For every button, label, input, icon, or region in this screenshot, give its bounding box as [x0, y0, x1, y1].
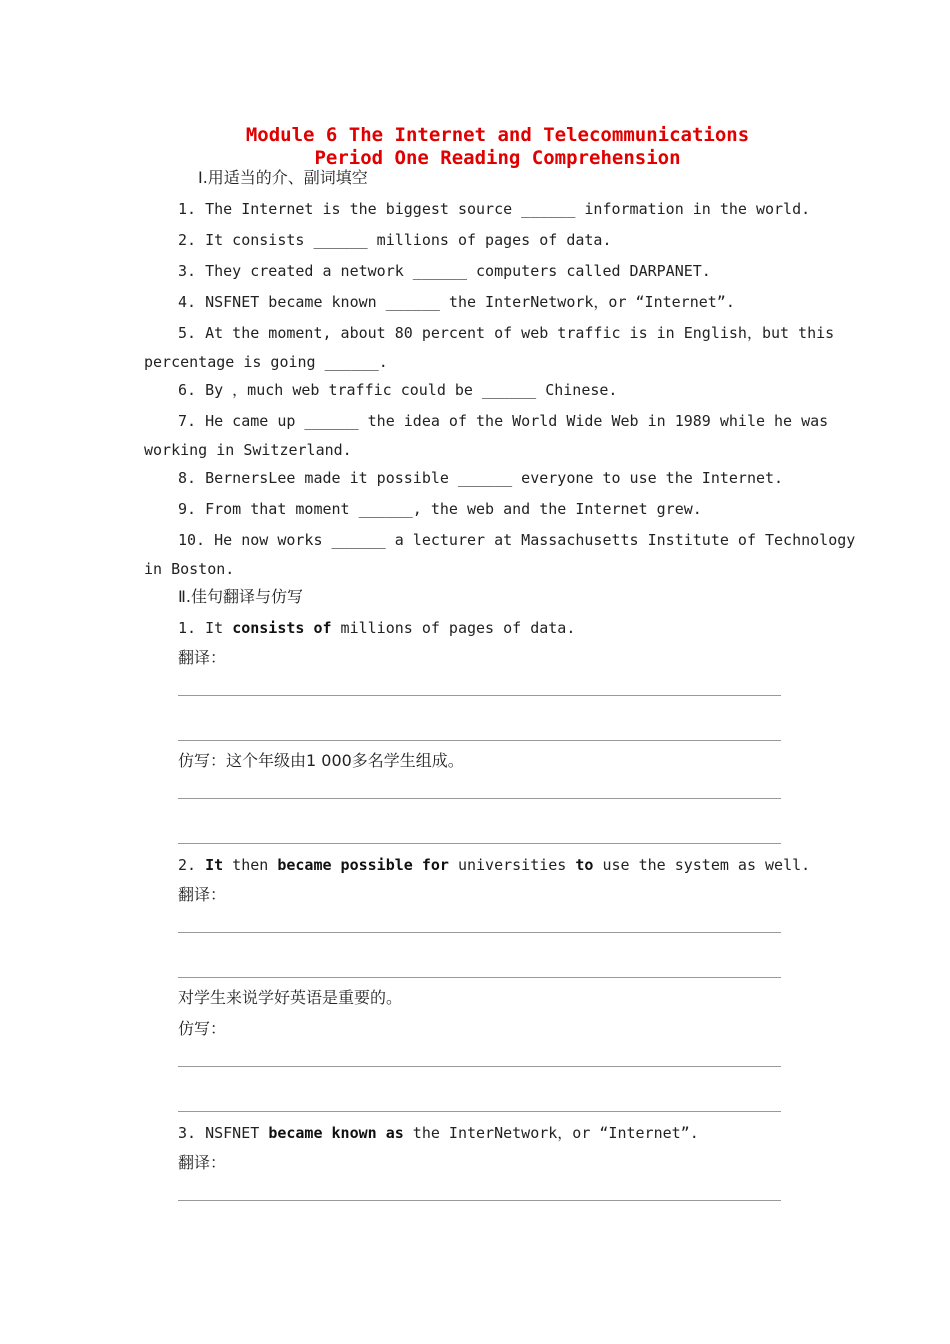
- module-title: Module 6 The Internet and Telecommunications: [245, 124, 750, 146]
- section2-heading: Ⅱ.佳句翻译与仿写: [178, 587, 303, 606]
- sentence-1-post: millions of pages of data.: [331, 619, 576, 637]
- answer-line[interactable]: [178, 740, 781, 741]
- sentence-1-imitate-label: 仿写：这个年级由1 000多名学生组成。: [178, 751, 464, 770]
- section1-heading: Ⅰ.用适当的介、副词填空: [198, 168, 368, 187]
- sentence-2-keyword-3: to: [575, 856, 594, 874]
- exercise-item-9: 9. From that moment ______, the web and the Internet grew.: [178, 500, 702, 518]
- answer-line[interactable]: [178, 932, 781, 933]
- sentence-1-translate-label: 翻译：: [178, 648, 227, 667]
- sentence-3-keyword: became known as: [268, 1124, 404, 1142]
- exercise-item-3: 3. They created a network ______ computers called DARPANET.: [178, 262, 711, 280]
- sentence-1-keyword: consists of: [232, 619, 332, 637]
- sentence-2-mid-2: universities: [448, 856, 576, 874]
- answer-line[interactable]: [178, 695, 781, 696]
- answer-line[interactable]: [178, 1066, 781, 1067]
- exercise-item-4: 4. NSFNET became known ______ the InterNetwork，or “Internet”.: [178, 293, 735, 311]
- sentence-2-mid-1: then: [223, 856, 278, 874]
- exercise-item-6: 6. By ，much web traffic could be ______ Chinese.: [178, 381, 618, 399]
- sentence-2: [178, 855, 810, 875]
- sentence-2-imitate-label: 仿写：: [178, 1019, 227, 1038]
- sentence-2-keyword-1: It: [205, 856, 224, 874]
- exercise-item-2: 2. It consists ______ millions of pages of data.: [178, 231, 612, 249]
- exercise-item-8: 8. BernersLee made it possible ______ everyone to use the Internet.: [178, 469, 784, 487]
- answer-line[interactable]: [178, 1111, 781, 1112]
- exercise-item-10-cont: in Boston.: [144, 560, 235, 578]
- answer-line[interactable]: [178, 843, 781, 844]
- answer-line[interactable]: [178, 1200, 781, 1201]
- sentence-2-keyword-2: became possible for: [277, 856, 449, 874]
- sentence-2-translate-label: 翻译：: [178, 885, 227, 904]
- answer-line[interactable]: [178, 977, 781, 978]
- exercise-item-7: 7. He came up ______ the idea of the World Wide Web in 1989 while he was: [178, 412, 829, 430]
- period-title: Period One Reading Comprehension: [314, 147, 681, 169]
- sentence-2-num: 2.: [178, 856, 206, 874]
- sentence-2-post: use the system as well.: [593, 856, 811, 874]
- exercise-item-5: 5. At the moment, about 80 percent of web traffic is in English，but this: [178, 324, 835, 342]
- sentence-3-post: the InterNetwork，or “Internet”.: [403, 1124, 699, 1142]
- sentence-1: [178, 618, 575, 638]
- sentence-3-pre: 3. NSFNET: [178, 1124, 269, 1142]
- sentence-3-translate-label: 翻译：: [178, 1153, 227, 1172]
- exercise-item-10: 10. He now works ______ a lecturer at Massachusetts Institute of Technology: [178, 531, 856, 549]
- answer-line[interactable]: [178, 798, 781, 799]
- sentence-2-prompt: 对学生来说学好英语是重要的。: [178, 988, 403, 1007]
- sentence-1-pre: 1. It: [178, 619, 233, 637]
- exercise-item-7-cont: working in Switzerland.: [144, 441, 352, 459]
- exercise-item-5-cont: percentage is going ______.: [144, 353, 388, 371]
- exercise-item-1: 1. The Internet is the biggest source ______ information in the world.: [178, 200, 811, 218]
- sentence-3: [178, 1123, 699, 1143]
